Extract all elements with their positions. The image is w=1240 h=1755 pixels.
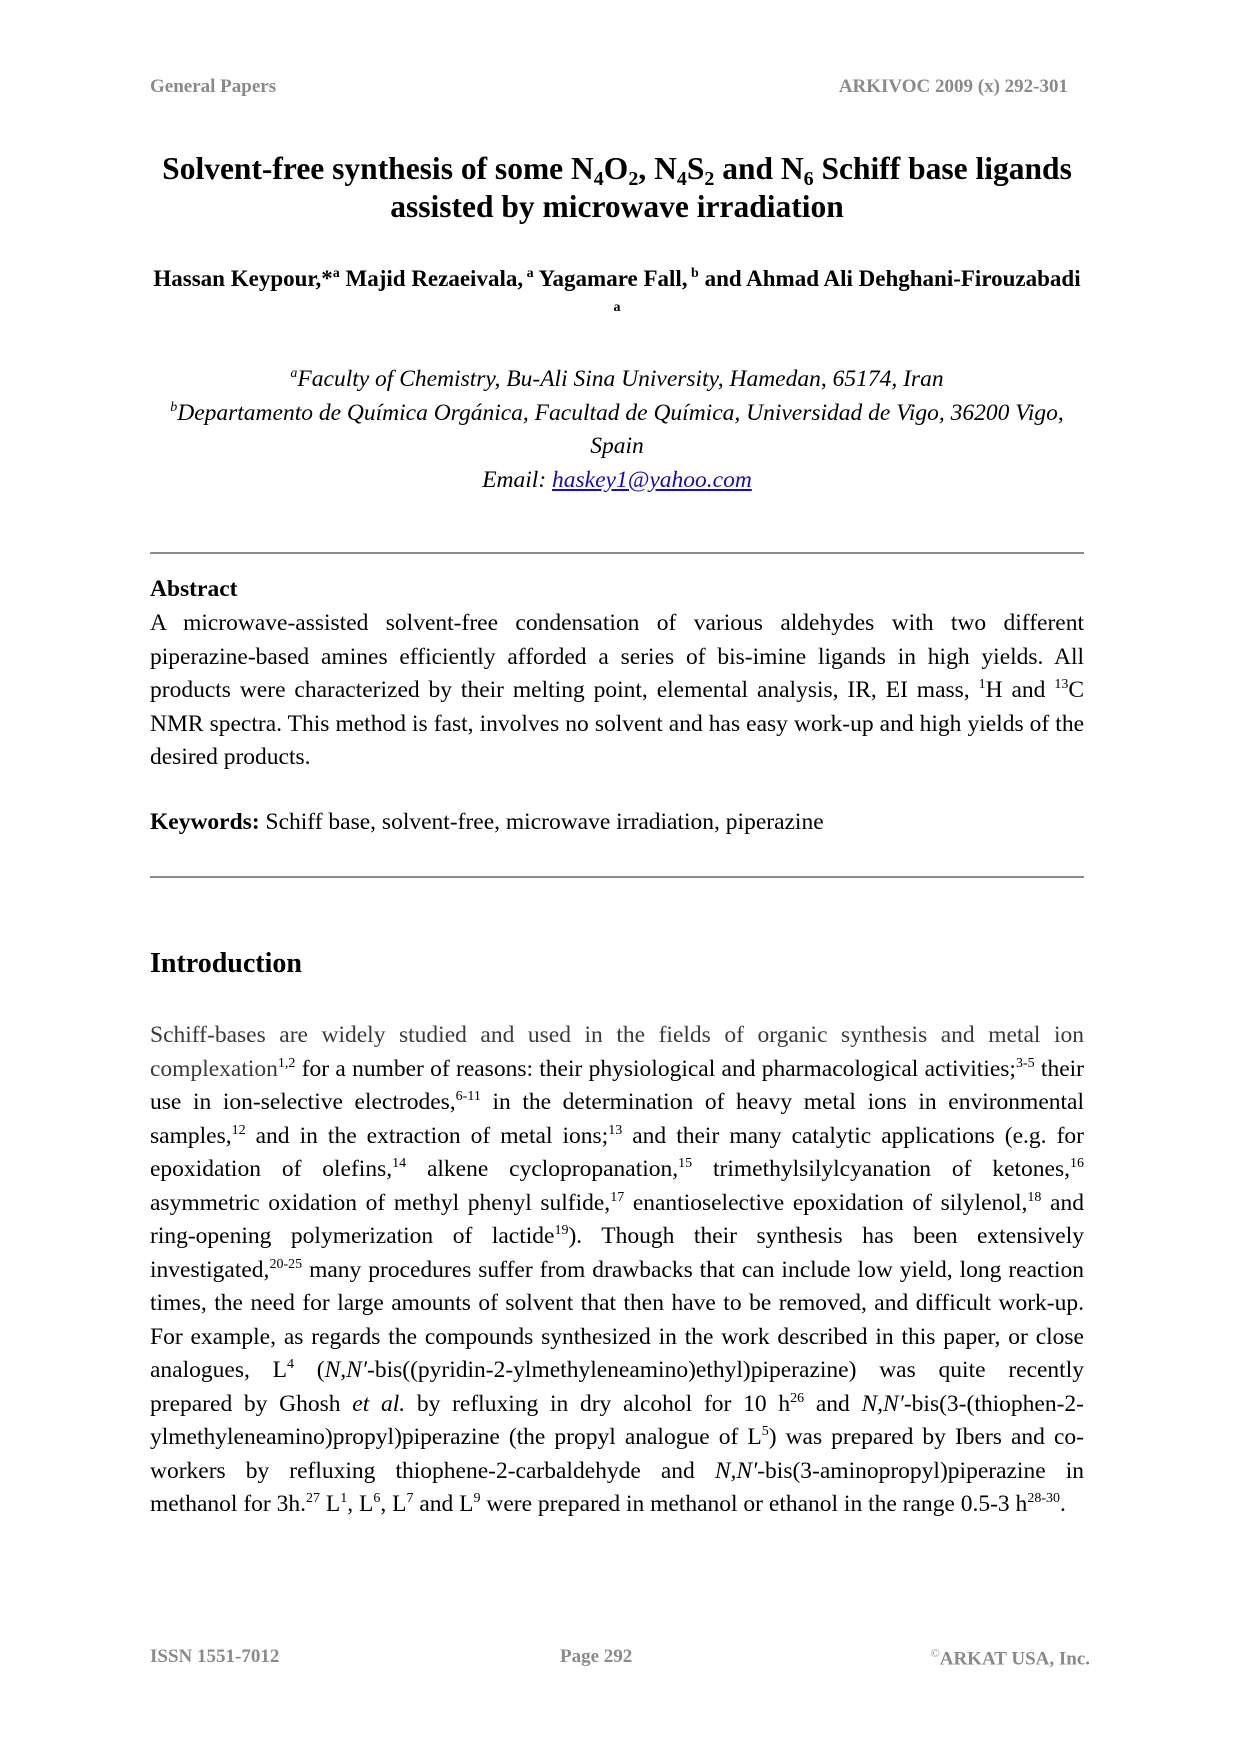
running-header-left: General Papers (150, 76, 277, 97)
footer-publisher: ©ARKAT USA, Inc. (930, 1646, 1090, 1670)
affiliation-a: $^a$Faculty of Chemistry, Bu-Ali Sina University, Hamedan, 65174, Iran (290, 366, 944, 392)
introduction-heading: Introduction (150, 948, 302, 979)
running-header-right: ARKIVOC 2009 (x) 292-301 (838, 76, 1068, 97)
paper-title: Solvent-free synthesis of some $N_4O_2$, $N_4S_2$ and $N_6$ Schiff base ligands assisted by microwave irradiation (162, 151, 1072, 224)
email-link[interactable]: haskey1@yahoo.com (552, 466, 752, 493)
keywords: Keywords: Schiff base, solvent-free, microwave irradiation, piperazine (150, 809, 824, 835)
affiliation-b: $^b$Departamento de Química Orgánica, Facultad de Química, Universidad de Vigo, 36200 Vigo, Spain (170, 399, 1064, 459)
abstract-text: A microwave-assisted solvent-free condensation of various aldehydes with two different piperazine-based amines efficiently afforded a series of bis-imine ligands in high yields. All products were characterized by their melting point, elemental analysis, IR, EI mass, $^1$H and $^{13}$C NMR spectra. This method is fast, involves no solvent and has easy work-up and high yields of the desired products. (150, 610, 1084, 770)
divider-bottom (150, 876, 1084, 878)
footer-issn: ISSN 1551-7012 (150, 1646, 280, 1667)
affiliations (150, 363, 1084, 497)
footer-page-number: Page 292 (560, 1646, 633, 1667)
abstract-heading: Abstract (150, 576, 238, 602)
divider-top (150, 552, 1084, 554)
introduction-text: Schiff-bases are widely studied and used in the fields of organic synthesis and metal ion complexation$^{1,2}$ for a number of reasons: their physiological and pharmacological activities;$^{3-5}$ their use in ion-selective electrodes,$^{6-11}$ in the determination of heavy metal ions in environmental samples,$^{12}$ and in the extraction of metal ions;$^{13}$ and their many catalytic applications (e.g. for epoxidation of olefins,$^{14}$ alkene cyclopropanation,$^{15}$ trimethylsilylcyanation of ketones,$^{16}$ asymmetric oxidation of methyl phenyl sulfide,$^{17}$ enantioselective epoxidation of silylenol,$^{18}$ and ring-opening polymerization of lactide$^{19}$). Though their synthesis has been extensively investigated,$^{20-25}$ many procedures suffer from drawbacks that can include low yield, long reaction times, the need for large amounts of solvent that then have to be removed, and difficult work-up. For example, as regards the compounds synthesized in the work described in this paper, or close analogues, $L^4$ (N,N′-bis((pyridin-2-ylmethyleneamino)ethyl)piperazine) was quite recently prepared by Ghosh et al. by refluxing in dry alcohol for 10 $h^{26}$ and N,N′-bis(3-(thiophen-2-ylmethyleneamino)propyl)piperazine (the propyl analogue of $L^5$) was prepared by Ibers and co-workers by refluxing thiophene-2-carbaldehyde and N,N′-bis(3-aminopropyl)piperazine in methanol for 3h.$^{27}$ $L^1$, $L^6$, $L^7$ and $L^9$ were prepared in methanol or ethanol in the range 0.5-3 $h^{28-30}$. (150, 1022, 1085, 1517)
email-line: Email: haskey1@yahoo.com (482, 466, 752, 493)
author-list: Hassan Keypour,*$^a$ Majid Rezaeivala, $^a$ Yagamare Fall, $^b$ and Ahmad Ali Dehghani-Firouzabadi $^a$ (153, 266, 1081, 315)
